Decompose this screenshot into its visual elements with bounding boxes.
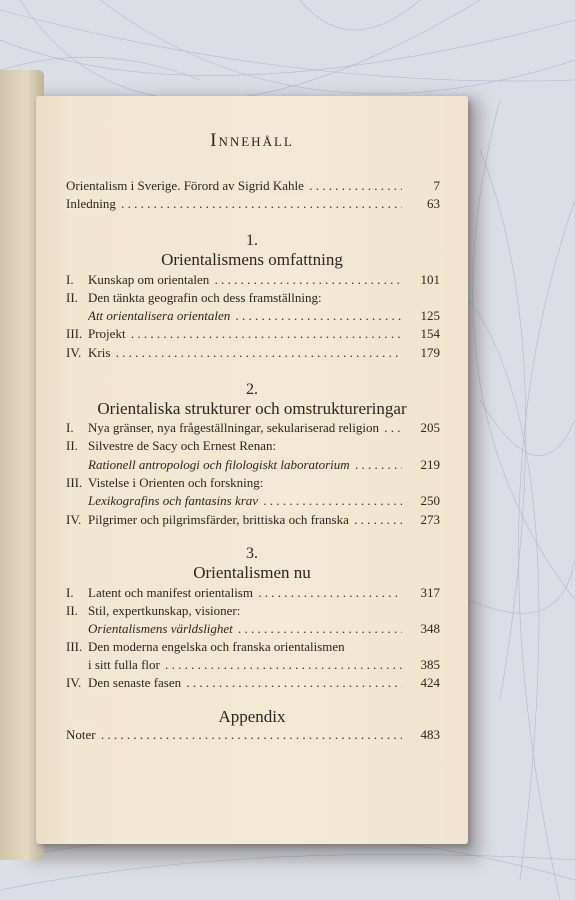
toc-entry-number: II. bbox=[66, 290, 78, 305]
toc-entry-page: 348 bbox=[420, 621, 440, 636]
toc-entry bbox=[66, 511, 440, 529]
part-number: 1. bbox=[246, 232, 258, 249]
toc-entry bbox=[66, 726, 440, 744]
part-title: Orientaliska strukturer och omstruktureringar bbox=[97, 399, 407, 418]
toc-entry-number: I. bbox=[66, 272, 74, 287]
toc-entry-page: 205 bbox=[420, 420, 440, 435]
toc-entry-page: 483 bbox=[420, 727, 440, 742]
toc-entry-number: IV. bbox=[66, 675, 82, 690]
part-number: 3. bbox=[246, 545, 258, 562]
toc-entry-number: I. bbox=[66, 420, 74, 435]
appendix-title: Appendix bbox=[218, 707, 286, 726]
toc-entry-label: Silvestre de Sacy och Ernest Renan: bbox=[88, 438, 277, 453]
toc-entry-label: Orientalismens världslighet bbox=[88, 621, 233, 636]
part-number: 2. bbox=[246, 381, 258, 398]
toc-entry-page: 219 bbox=[420, 457, 440, 472]
toc-entry-label: Den senaste fasen bbox=[88, 675, 182, 690]
toc-entry bbox=[66, 620, 440, 638]
toc-entry-page: 101 bbox=[420, 272, 440, 287]
toc-entry-page: 273 bbox=[420, 512, 440, 527]
toc-entry bbox=[66, 656, 440, 674]
toc-entry bbox=[66, 177, 440, 195]
toc-entry bbox=[66, 674, 440, 692]
part-title: Orientalismen nu bbox=[193, 563, 311, 582]
toc-entry-line bbox=[66, 474, 263, 492]
toc-entry bbox=[66, 584, 440, 602]
toc-entry-label: i sitt fulla flor bbox=[88, 657, 160, 672]
toc-entry bbox=[66, 307, 440, 325]
toc-entry-label: Inledning bbox=[66, 196, 116, 211]
toc-entry-label: Den moderna engelska och franska orientalismen bbox=[88, 639, 345, 654]
toc-entry-page: 179 bbox=[420, 345, 440, 360]
toc-entry-page: 250 bbox=[420, 493, 440, 508]
toc-entry-label: Lexikografins och fantasins krav bbox=[88, 493, 259, 508]
toc-entry-label: Stil, expertkunskap, visioner: bbox=[88, 603, 241, 618]
toc-entry-number: II. bbox=[66, 603, 78, 618]
toc-entry-line bbox=[66, 638, 345, 656]
toc-entry-page: 385 bbox=[420, 657, 440, 672]
toc-entry-page: 125 bbox=[420, 308, 440, 323]
toc-entry-label: Nya gränser, nya frågeställningar, sekulariserad religion bbox=[88, 420, 379, 435]
toc-entry-page: 7 bbox=[433, 178, 440, 193]
page-title: Innehåll bbox=[210, 130, 294, 151]
toc-entry-label: Orientalism i Sverige. Förord av Sigrid Kahle bbox=[66, 178, 304, 193]
toc-entry-label: Latent och manifest orientalism bbox=[88, 585, 253, 600]
toc-entry-label: Kris bbox=[88, 345, 111, 360]
toc-entry bbox=[66, 419, 440, 437]
toc-entry-line bbox=[66, 602, 240, 620]
toc-entry-number: II. bbox=[66, 438, 78, 453]
toc-entry-label: Pilgrimer och pilgrimsfärder, brittiska och franska bbox=[88, 512, 349, 527]
toc-entry-page: 317 bbox=[420, 585, 440, 600]
toc-entry-label: Att orientalisera orientalen bbox=[88, 308, 231, 323]
toc-entry bbox=[66, 344, 440, 362]
toc-entry bbox=[66, 271, 440, 289]
toc-entry-number: IV. bbox=[66, 512, 82, 527]
toc-entry-number: III. bbox=[66, 639, 83, 654]
toc-entry-page: 154 bbox=[420, 326, 440, 341]
toc-entry-label: Noter bbox=[66, 727, 96, 742]
toc-entry bbox=[66, 492, 440, 510]
toc-entry-label: Den tänkta geografin och dess framställning: bbox=[88, 290, 322, 305]
toc-entry-page: 424 bbox=[420, 675, 440, 690]
toc-entry-number: III. bbox=[66, 326, 83, 341]
toc-entry-page: 63 bbox=[427, 196, 440, 211]
toc-entry bbox=[66, 325, 440, 343]
toc-entry-number: I. bbox=[66, 585, 74, 600]
toc-entry-label: Kunskap om orientalen bbox=[88, 272, 210, 287]
toc-entry-label: Vistelse i Orienten och forskning: bbox=[88, 475, 264, 490]
toc-entry-line bbox=[66, 289, 322, 307]
part-title: Orientalismens omfattning bbox=[161, 250, 343, 269]
toc-entry-number: IV. bbox=[66, 345, 82, 360]
toc-entry-label: Rationell antropologi och filologiskt laboratorium bbox=[88, 457, 350, 472]
toc-entry-number: III. bbox=[66, 475, 83, 490]
toc-entry-line bbox=[66, 437, 276, 455]
toc-entry bbox=[66, 195, 440, 213]
toc-entry bbox=[66, 456, 440, 474]
toc-entry-label: Projekt bbox=[88, 326, 126, 341]
